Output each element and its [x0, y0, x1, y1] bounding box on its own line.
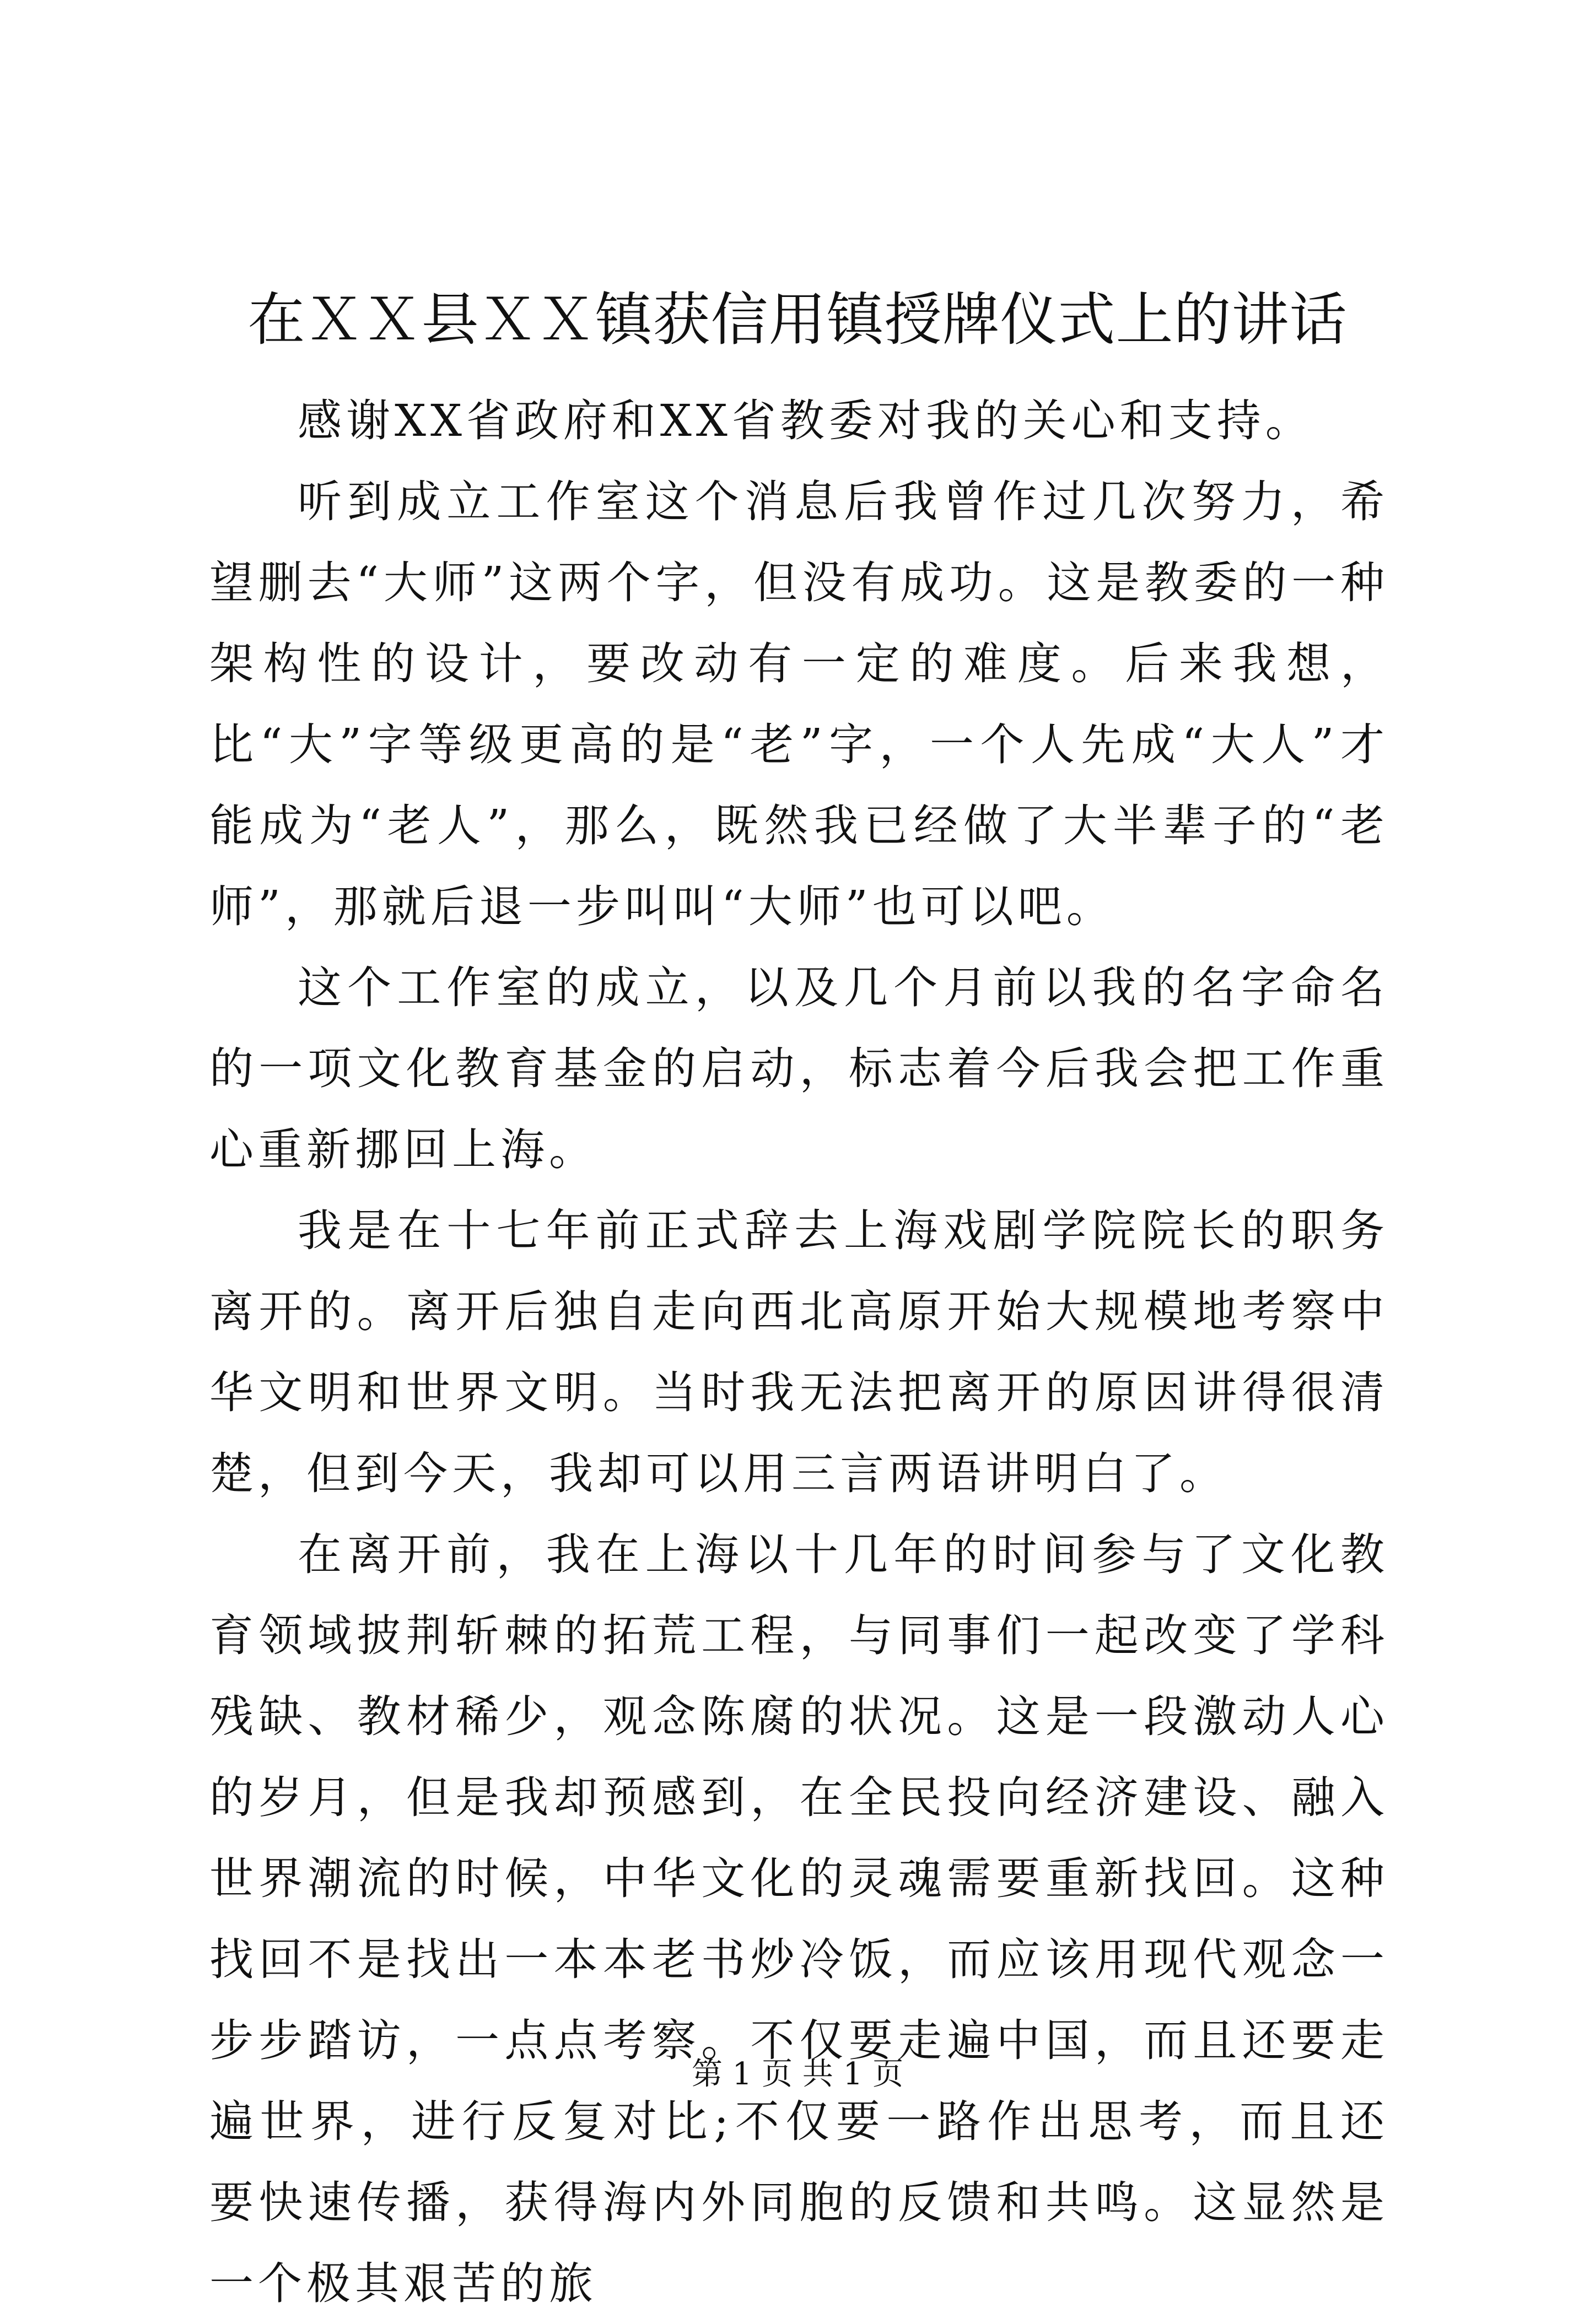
paragraph-4: 我是在十七年前正式辞去上海戏剧学院院长的职务离开的。离开后独自走向西北高原开始大规模地考察中华文明和世界文明。当时我无法把离开的原因讲得很清楚，但到今天，我却可以用三言两语讲明白了。: [209, 1205, 1389, 1499]
paragraph-3: 这个工作室的成立，以及几个月前以我的名字命名的一项文化教育基金的启动，标志着今后我会把工作重心重新挪回上海。: [209, 962, 1389, 1175]
page-footer: 第 1 页 共 1 页: [691, 2056, 904, 2092]
document-body: [209, 380, 1389, 2324]
paragraph-1: 感谢XX省政府和XX省教委对我的关心和支持。: [298, 395, 1314, 446]
paragraph-5: 在离开前，我在上海以十几年的时间参与了文化教育领域披荆斩棘的拓荒工程，与同事们一起改变了学科残缺、教材稀少，观念陈腐的状况。这是一段激动人心的岁月，但是我却预感到，在全民投向经济建设、融入世界潮流的时候，中华文化的灵魂需要重新找回。这种找回不是找出一本本老书炒冷饭，而应该用现代观念一步步踏访，一点点考察。不仅要走遍中国，而且还要走遍世界，进行反复对比;不仅要一路作出思考，而且还要快速传播，获得海内外同胞的反馈和共鸣。这显然是一个极其艰苦的旅: [209, 1529, 1389, 2309]
paragraph-2: 听到成立工作室这个消息后我曾作过几次努力，希望删去“大师”这两个字，但没有成功。这是教委的一种架构性的设计，要改动有一定的难度。后来我想，比“大”字等级更高的是“老”字，一个人先成“大人”才能成为“老人”，那么，既然我已经做了大半辈子的“老师”，那就后退一步叫叫“大师”也可以吧。: [209, 476, 1389, 932]
document-title: 在ＸＸ县ＸＸ镇获信用镇授牌仪式上的讲话: [247, 286, 1348, 353]
